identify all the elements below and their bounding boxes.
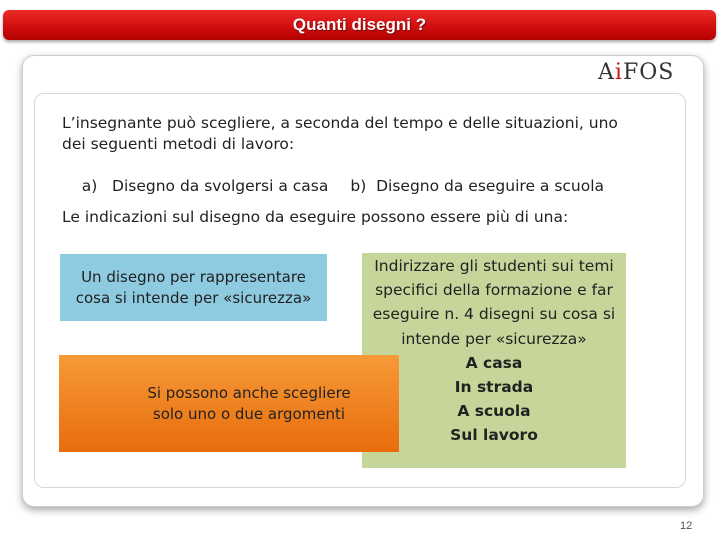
blue-info-box <box>60 254 327 321</box>
note-paragraph: Le indicazioni sul disegno da eseguire possono essere più di una: <box>62 208 569 226</box>
blue-box-line-2: cosa si intende per «sicurezza» <box>75 288 312 307</box>
slide-title-bar <box>3 10 716 40</box>
green-box-line: intende per «sicurezza» <box>401 329 587 348</box>
intro-paragraph <box>62 113 662 218</box>
green-box-place: Sul lavoro <box>450 426 538 445</box>
green-box-line: specifici della formazione e far <box>375 281 613 300</box>
page-number: 12 <box>680 520 693 532</box>
blue-box-line-1: Un disegno per rappresentare <box>81 267 306 286</box>
green-box-place: A scuola <box>457 402 531 421</box>
green-box-line: eseguire n. 4 disegni su cosa si <box>372 305 616 324</box>
option-a: a) Disegno da svolgersi a casa <box>81 177 329 195</box>
logo-suffix: FOS <box>622 60 675 85</box>
logo-dotted-letter: i <box>614 60 623 85</box>
intro-line-2: dei seguenti metodi di lavoro: <box>62 135 295 153</box>
orange-box-line-2: solo uno o due argomenti <box>152 404 346 423</box>
green-box-place: A casa <box>465 353 523 372</box>
green-info-box <box>362 253 626 468</box>
logo-prefix: A <box>598 60 615 85</box>
intro-line-1: L’insegnante può scegliere, a seconda del tempo e delle situazioni, uno <box>62 114 618 132</box>
green-box-line: Indirizzare gli studenti sui temi <box>374 257 614 275</box>
slide-title: Quanti disegni ? <box>292 15 427 34</box>
option-b: b) Disegno da eseguire a scuola <box>350 177 605 195</box>
aifos-logo <box>598 60 674 88</box>
orange-box-line-1: Si possono anche scegliere <box>147 383 351 402</box>
green-box-text <box>362 254 626 448</box>
orange-info-box <box>59 355 399 452</box>
green-box-place: In strada <box>454 378 534 397</box>
